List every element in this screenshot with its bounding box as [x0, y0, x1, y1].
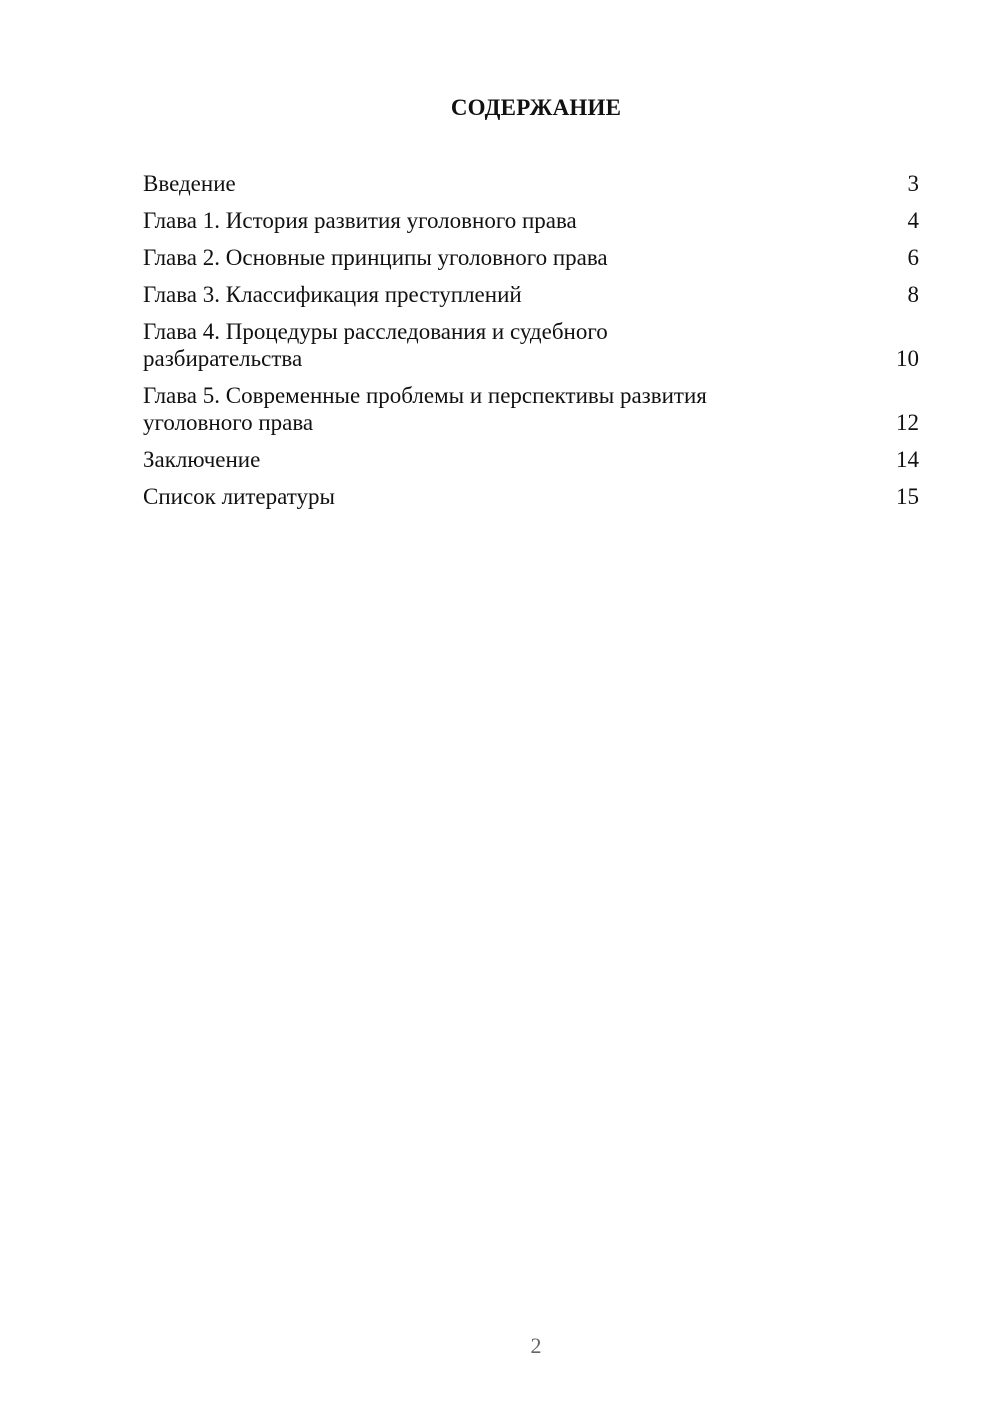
toc-item-label: Глава 5. Современные проблемы и перспективы развития уголовного права	[143, 383, 707, 435]
toc-list	[143, 170, 919, 520]
toc-item-page: 12	[896, 410, 919, 435]
toc-item-label: Глава 4. Процедуры расследования и судебного разбирательства	[143, 319, 608, 371]
toc-item	[143, 244, 919, 271]
toc-item-label: Заключение	[143, 447, 261, 472]
toc-item-label: Список литературы	[143, 484, 335, 509]
toc-item-page: 10	[896, 346, 919, 371]
toc-item	[143, 318, 919, 372]
toc-item-page: 6	[907, 245, 919, 270]
toc-item-label: Введение	[143, 171, 236, 196]
toc-item	[143, 446, 919, 473]
toc-item	[143, 483, 919, 510]
toc-title: СОДЕРЖАНИЕ	[450, 95, 622, 120]
toc-item	[143, 170, 919, 197]
page-number: 2	[530, 1333, 542, 1358]
toc-item-page: 8	[907, 282, 919, 307]
toc-item-page: 3	[907, 171, 919, 196]
toc-item-page: 15	[896, 484, 919, 509]
toc-item-label: Глава 3. Классификация преступлений	[143, 282, 522, 307]
toc-item	[143, 207, 919, 234]
toc-item	[143, 382, 919, 436]
toc-item	[143, 281, 919, 308]
toc-item-page: 14	[896, 447, 919, 472]
toc-item-label: Глава 2. Основные принципы уголовного права	[143, 245, 608, 270]
toc-item-label: Глава 1. История развития уголовного права	[143, 208, 577, 233]
toc-item-page: 4	[907, 208, 919, 233]
